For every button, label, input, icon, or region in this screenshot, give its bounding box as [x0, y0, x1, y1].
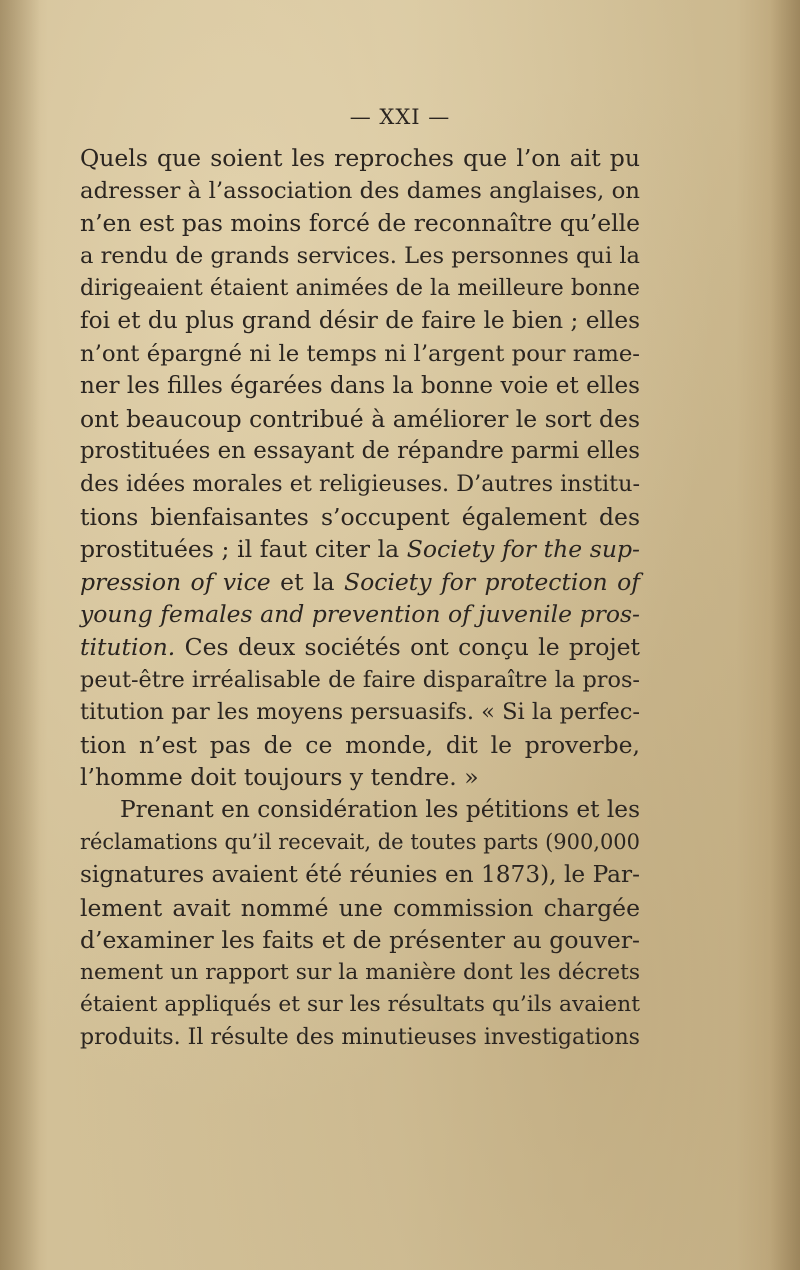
text-line: réclamations qu’il recevait, de toutes parts (900,000 — [80, 830, 640, 855]
italic-title: young females and prevention of juvenile pros- — [80, 600, 640, 629]
text-line: ont beaucoup contribué à améliorer le sort des — [80, 404, 640, 433]
text-line: nement un rapport sur la manière dont les décrets — [80, 959, 640, 985]
text-line: n’ont épargné ni le temps ni l’argent pour rame- — [80, 340, 640, 367]
text-line: titution. Ces deux sociétés ont conçu le projet — [80, 632, 640, 661]
text-line: étaient appliqués et sur les résultats qu’ils avaient — [80, 992, 640, 1018]
text-line: n’en est pas moins forcé de reconnaître qu’elle — [80, 209, 640, 238]
page-edge-shadow-left — [0, 0, 40, 1270]
italic-title: Society for the sup- — [406, 535, 640, 564]
text-line: Quels que soient les reproches que l’on ait pu — [80, 144, 640, 172]
text-line: tion n’est pas de ce monde, dit le proverbe, — [80, 730, 640, 759]
text-line: peut-être irréalisable de faire disparaître la pros- — [80, 666, 640, 693]
text-line: lement avait nommé une commission chargée — [80, 893, 640, 922]
body-text — [80, 142, 640, 1055]
page-edge-shadow-right — [770, 0, 800, 1270]
text-line: des idées morales et religieuses. D’autres institu- — [80, 470, 640, 497]
text-line: signatures avaient été réunies en 1873), le Par- — [80, 861, 640, 889]
text-line: Prenant en considération les pétitions et les — [120, 795, 640, 823]
text-line: dirigeaient étaient animées de la meilleure bonne — [80, 275, 640, 302]
text-line: titution par les moyens persuasifs. « Si la perfec- — [80, 699, 640, 726]
text-line: adresser à l’association des dames anglaises, on — [80, 177, 640, 204]
text-line: a rendu de grands services. Les personnes qui la — [80, 242, 640, 269]
page-number-header: — XXI — — [349, 105, 451, 129]
italic-title: titution. — [80, 632, 176, 661]
text-line: prostituées en essayant de répandre parmi elles — [80, 438, 640, 465]
italic-title: Society for protection of — [343, 567, 640, 596]
text-line: l’homme doit toujours y tendre. » — [80, 763, 479, 792]
text-line: ner les filles égarées dans la bonne voie et elles — [80, 373, 640, 400]
text-line: d’examiner les faits et de présenter au gouver- — [80, 926, 640, 955]
text-line: tions bienfaisantes s’occupent également des — [80, 502, 640, 531]
text-line: prostituées ; il faut citer la Society for the sup- — [80, 535, 640, 564]
text-line: foi et du plus grand désir de faire le bien ; elles — [80, 306, 640, 334]
italic-title: pression of vice — [80, 567, 271, 596]
text-line: pression of vice et la Society for protection of — [80, 567, 640, 596]
text-line: produits. Il résulte des minutieuses investigations — [80, 1025, 640, 1051]
text-line — [80, 598, 640, 631]
